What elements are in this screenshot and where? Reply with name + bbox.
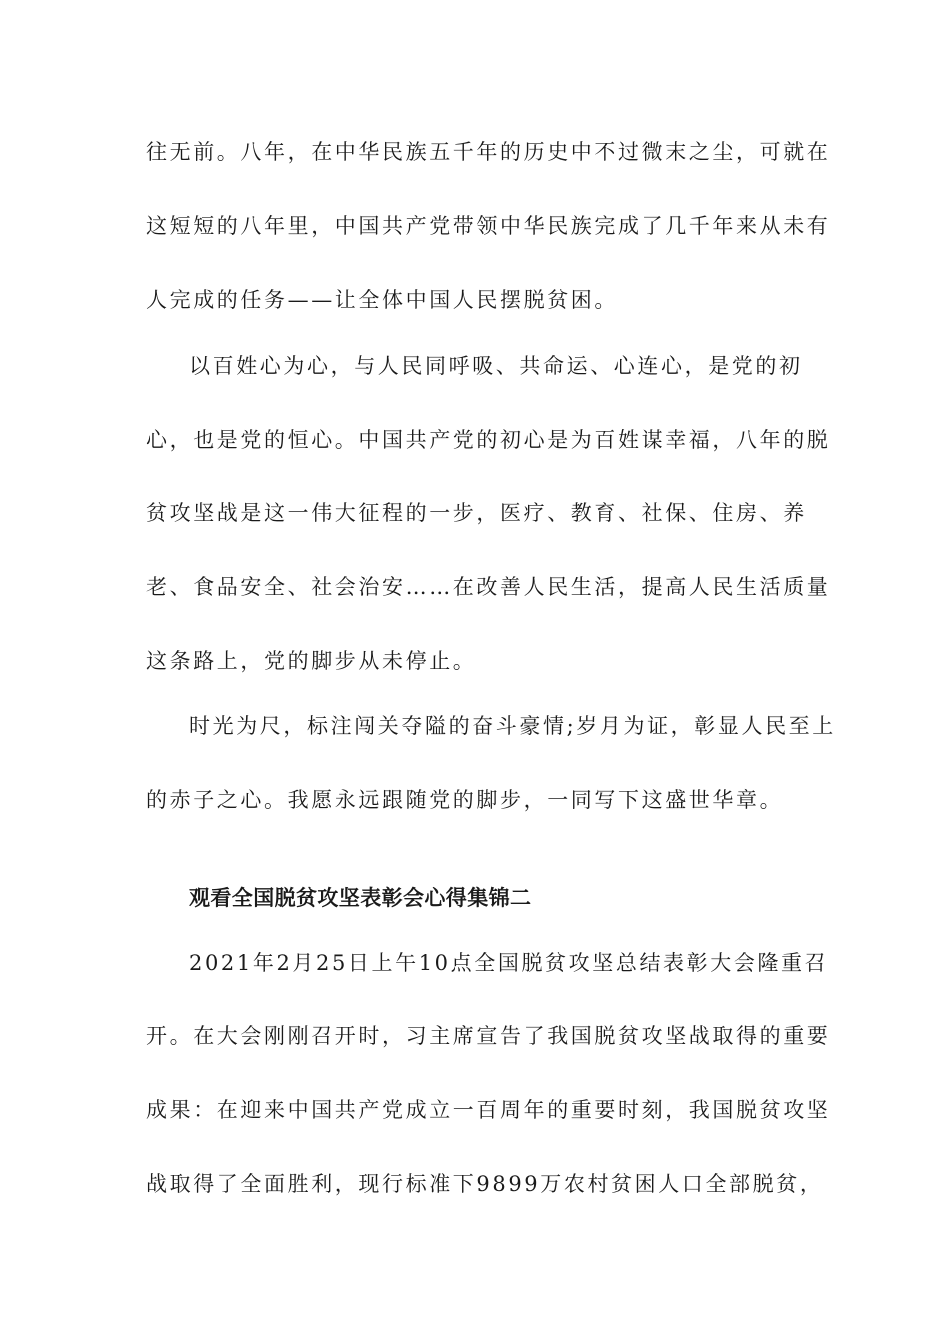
paragraph-4-line-3: 成果：在迎来中国共产党成立一百周年的重要时刻，我国脱贫攻坚: [146, 1098, 831, 1122]
paragraph-2-line-1: 以百姓心为心，与人民同呼吸、共命运、心连心，是党的初: [189, 354, 803, 378]
paragraph-4-line-1: 2021年2月25日上午10点全国脱贫攻坚总结表彰大会隆重召: [189, 951, 829, 975]
paragraph-2-line-3: 贫攻坚战是这一伟大征程的一步，医疗、教育、社保、住房、养: [146, 501, 807, 525]
paragraph-1-line-1: 往无前。八年，在中华民族五千年的历史中不过微末之尘，可就在: [146, 140, 831, 164]
paragraph-2-line-2: 心，也是党的恒心。中国共产党的初心是为百姓谋幸福，八年的脱: [146, 428, 831, 452]
paragraph-4-line-2: 开。在大会刚刚召开时，习主席宣告了我国脱贫攻坚战取得的重要: [146, 1024, 831, 1048]
paragraph-1-line-3: 人完成的任务——让全体中国人民摆脱贫困。: [146, 288, 618, 312]
paragraph-4-line-4: 战取得了全面胜利，现行标准下9899万农村贫困人口全部脱贫，: [146, 1172, 824, 1196]
paragraph-3-line-2: 的赤子之心。我愿永远跟随党的脚步，一同写下这盛世华章。: [146, 788, 784, 812]
paragraph-2-line-5: 这条路上，党的脚步从未停止。: [146, 649, 477, 673]
paragraph-1-line-2: 这短短的八年里，中国共产党带领中华民族完成了几千年来从未有: [146, 214, 831, 238]
paragraph-3-line-1: 时光为尺，标注闯关夺隘的奋斗豪情;岁月为证，彰显人民至上: [189, 714, 836, 738]
paragraph-2-line-4: 老、食品安全、社会治安……在改善人民生活，提高人民生活质量: [146, 575, 831, 599]
section-heading: 观看全国脱贫攻坚表彰会心得集锦二: [189, 886, 532, 910]
